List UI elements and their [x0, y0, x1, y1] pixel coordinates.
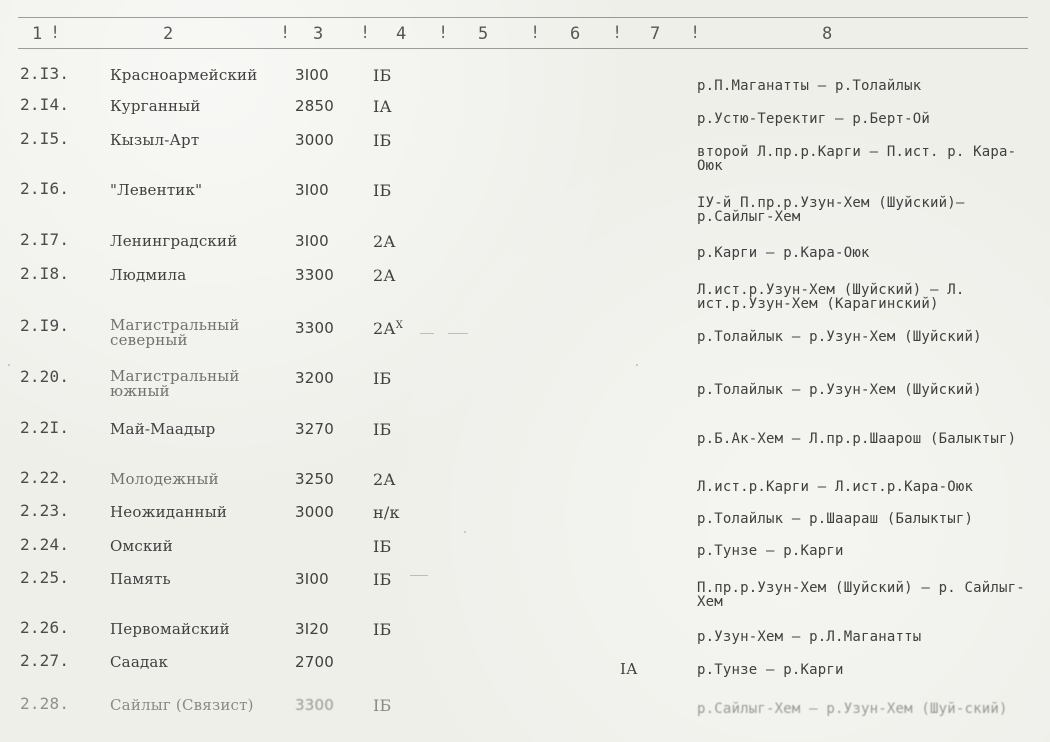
category: 2А: [373, 470, 396, 489]
row-number: 2.I3.: [20, 64, 70, 83]
category: IБ: [373, 696, 392, 715]
category: IБ: [373, 181, 392, 200]
category: IБ: [373, 570, 392, 589]
category: [373, 321, 403, 336]
route-description: Л.ист.р.Карги – Л.ист.р.Кара-Оюк: [697, 479, 974, 495]
altitude: 3000: [295, 131, 334, 149]
pass-name: Курганный: [110, 97, 201, 115]
row-number: 2.28.: [20, 694, 70, 713]
altitude: 3250: [295, 470, 334, 488]
row-number: 2.I8.: [20, 264, 70, 283]
altitude: 3000: [295, 503, 334, 521]
row-number: 2.24.: [20, 535, 70, 554]
row-number: 2.I7.: [20, 230, 70, 249]
pass-name: Молодежный: [110, 470, 219, 488]
row-number: 2.26.: [20, 618, 70, 637]
header-separator: !: [530, 23, 541, 43]
altitude: 3I00: [295, 66, 329, 84]
altitude: 3270: [295, 420, 334, 438]
row-number: 2.I5.: [20, 129, 70, 148]
row-number: 2.I6.: [20, 179, 70, 198]
pass-name: Магистральный южный: [110, 367, 240, 400]
row-number: 2.22.: [20, 468, 70, 487]
pass-name: Первомайский: [110, 620, 230, 638]
route-description: р.Б.Ак-Хем – Л.пр.р.Шаарош (Балыктыг): [697, 431, 1017, 447]
altitude: 3300: [295, 696, 334, 714]
scan-mark: [410, 575, 428, 576]
header-separator: !: [438, 23, 449, 43]
category: IБ: [373, 420, 392, 439]
category: н/к: [373, 503, 400, 522]
header-col-5: 5: [478, 24, 489, 44]
row-number: 2.23.: [20, 501, 70, 520]
category: IБ: [373, 369, 392, 388]
pass-name: Неожиданный: [110, 503, 228, 521]
altitude: 3300: [295, 266, 334, 284]
category: 2А: [373, 232, 396, 251]
route-description: р.П.Маганатты – р.Толайлык: [697, 78, 922, 94]
header-separator: !: [360, 23, 371, 43]
category: IБ: [373, 537, 392, 556]
route-description: р.Устю-Теректиг – р.Берт-Ой: [697, 111, 930, 127]
route-description: Л.ист.р.Узун-Хем (Шуйский) – Л. ист.р.Узун-Хем (Карагинский): [697, 282, 965, 312]
category-text: 2А: [373, 319, 396, 338]
route-description: р.Толайлык – р.Узун-Хем (Шуйский): [697, 382, 982, 398]
route-description: IУ-й П.пр.р.Узун-Хем (Шуйский)– р.Сайлыг-Хем: [697, 195, 965, 225]
route-description: р.Толайлык – р.Узун-Хем (Шуйский): [697, 329, 982, 345]
pass-name: Ленинградский: [110, 232, 238, 250]
altitude: 3I20: [295, 620, 329, 638]
row-number: 2.20.: [20, 367, 70, 386]
scan-dot: [464, 531, 466, 533]
table-header-rule: [18, 48, 1028, 49]
header-separator: !: [280, 23, 291, 43]
altitude: 3300: [295, 319, 334, 337]
row-number: 2.I9.: [20, 316, 70, 335]
pass-name: Магистральный северный: [110, 316, 240, 349]
header-col-8: 8: [822, 24, 833, 44]
route-description: р.Сайлыг-Хем – р.Узун-Хем (Шуй-ский): [697, 701, 1008, 717]
row-number: 2.27.: [20, 651, 70, 670]
pass-name: Людмила: [110, 266, 187, 284]
scan-mark: [448, 333, 468, 334]
altitude: 3I00: [295, 232, 329, 250]
scan-mark: [420, 333, 434, 334]
scan-dot: [636, 364, 638, 366]
header-separator: !: [612, 23, 623, 43]
route-description: р.Тунзе – р.Карги: [697, 662, 844, 678]
route-description: р.Толайлык – р.Шаараш (Балыктыг): [697, 511, 974, 527]
altitude: 2850: [295, 97, 334, 115]
header-col-4: 4: [396, 24, 407, 44]
category: IБ: [373, 620, 392, 639]
category: IБ: [373, 131, 392, 150]
header-col-2: 2: [163, 24, 174, 44]
row-number: 2.25.: [20, 568, 70, 587]
pass-name: Май-Маадыр: [110, 420, 216, 438]
altitude: 2700: [295, 653, 334, 671]
altitude: 3200: [295, 369, 334, 387]
pass-name: Кызыл-Арт: [110, 131, 200, 149]
pass-name: Сайлыг (Связист): [110, 696, 254, 714]
pass-name: "Левентик": [110, 181, 203, 199]
category: 2А: [373, 266, 396, 285]
pass-name: Память: [110, 570, 171, 588]
route-description: р.Тунзе – р.Карги: [697, 543, 844, 559]
header-separator: !: [50, 23, 61, 43]
table-top-rule: [18, 17, 1028, 18]
route-description: П.пр.р.Узун-Хем (Шуйский) – р. Сайлыг-Хем: [697, 580, 1025, 610]
route-description: второй Л.пр.р.Карги – П.ист. р. Кара-Оюк: [697, 144, 1017, 174]
altitude: 3I00: [295, 181, 329, 199]
row-number: 2.I4.: [20, 95, 70, 114]
category-superscript: Х: [395, 320, 404, 331]
pass-name: Красноармейский: [110, 66, 258, 84]
column-7-value: IА: [620, 660, 638, 678]
header-col-6: 6: [570, 24, 581, 44]
route-description: р.Узун-Хем – р.Л.Маганатты: [697, 629, 922, 645]
header-col-1: 1: [32, 24, 43, 44]
header-col-7: 7: [650, 24, 661, 44]
altitude: 3I00: [295, 570, 329, 588]
pass-name: Саадак: [110, 653, 169, 671]
category: IБ: [373, 66, 392, 85]
row-number: 2.2I.: [20, 418, 70, 437]
category: IА: [373, 97, 392, 116]
scan-dot: [8, 364, 10, 366]
header-separator: !: [690, 23, 701, 43]
route-description: р.Карги – р.Кара-Оюк: [697, 245, 870, 261]
header-col-3: 3: [313, 24, 324, 44]
pass-name: Омский: [110, 537, 173, 555]
